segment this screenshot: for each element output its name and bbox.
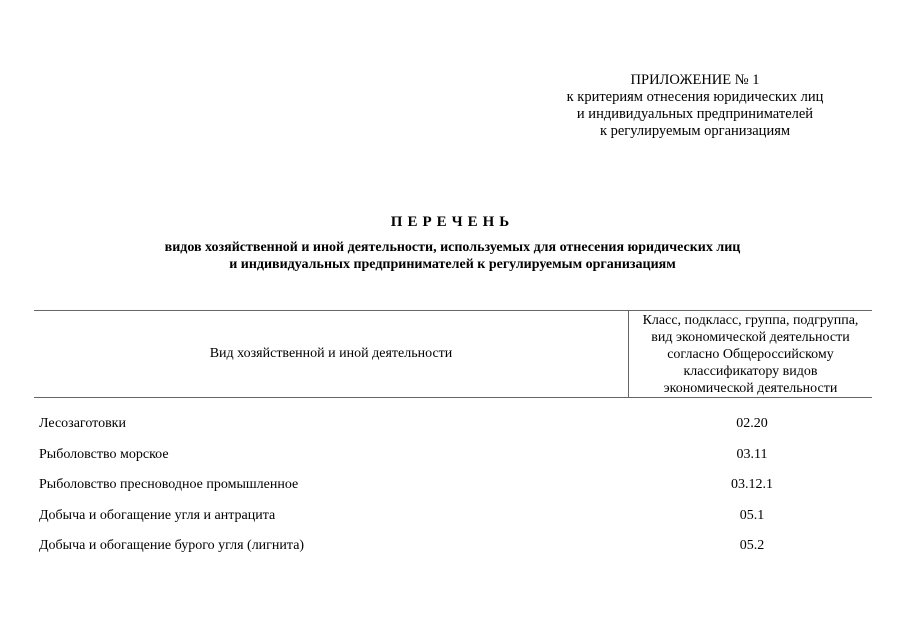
subtitle-line: видов хозяйственной и иной деятельности, используемых для отнесения юридических лиц <box>164 240 741 255</box>
appendix-line: к регулируемым организациям <box>599 123 791 139</box>
table-header-activity <box>34 310 628 397</box>
document-subtitle <box>0 239 905 273</box>
okved-code-cell: 02.20 <box>736 416 768 431</box>
table-header-classification-line: согласно Общероссийскому <box>667 347 834 362</box>
table-row <box>0 473 905 504</box>
table-row <box>0 412 905 443</box>
appendix-line: к критериям отнесения юридических лиц <box>566 89 824 105</box>
table-body <box>0 412 905 565</box>
okved-code-cell: 03.11 <box>736 446 768 462</box>
okved-code-cell: 05.1 <box>739 507 765 523</box>
document-title: ПЕРЕЧЕНЬ <box>390 214 515 230</box>
table-row <box>0 534 905 565</box>
table-header-classification <box>629 312 872 397</box>
table-header-activity-label: Вид хозяйственной и иной деятельности <box>209 345 453 361</box>
appendix-header <box>540 72 850 140</box>
activity-cell: Рыболовство пресноводное промышленное <box>39 477 299 492</box>
table-header-bottom-rule <box>34 397 872 398</box>
subtitle-line: и индивидуальных предпринимателей к регулируемым организациям <box>229 257 676 272</box>
table-header-classification-line: вид экономической деятельности <box>651 330 850 345</box>
activity-cell: Лесозаготовки <box>39 416 126 431</box>
table-header-classification-line: классификатору видов <box>683 364 818 379</box>
table-row <box>0 443 905 474</box>
table-row <box>0 504 905 535</box>
okved-code-cell: 03.12.1 <box>731 477 773 492</box>
okved-code-cell: 05.2 <box>739 538 765 553</box>
appendix-line: и индивидуальных предпринимателей <box>576 106 814 122</box>
activity-cell: Рыболовство морское <box>39 446 169 462</box>
appendix-number: ПРИЛОЖЕНИЕ № 1 <box>630 72 760 88</box>
activity-cell: Добыча и обогащение бурого угля (лигнита) <box>39 538 305 553</box>
table-header-classification-line: Класс, подкласс, группа, подгруппа, <box>642 313 859 328</box>
table-header-classification-line: экономической деятельности <box>663 381 838 396</box>
activity-cell: Добыча и обогащение угля и антрацита <box>39 507 276 523</box>
